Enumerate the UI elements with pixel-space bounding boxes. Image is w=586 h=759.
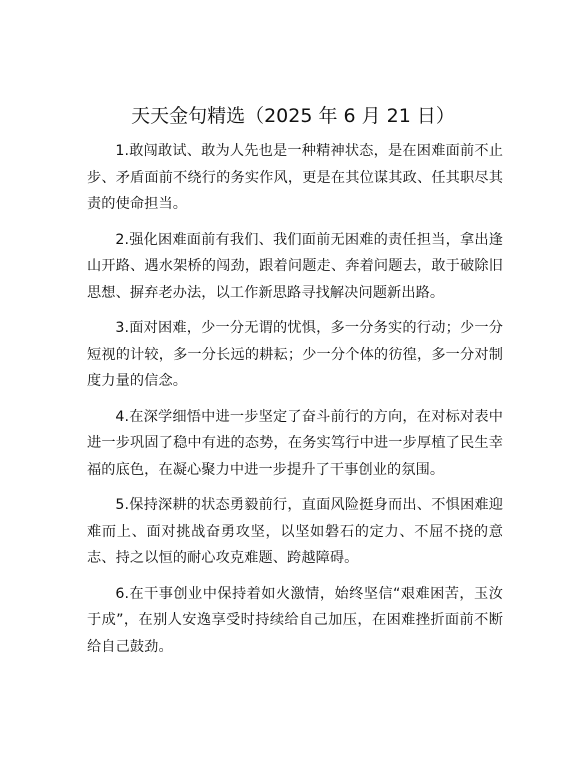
quote-list xyxy=(87,138,503,669)
quote-paragraph-4: 4.在深学细悟中进一步坚定了奋斗前行的方向，在对标对表中进一步巩固了稳中有进的态势，在务实笃行中进一步厚植了民生幸福的底色，在凝心聚力中进一步提升了干事创业的氛围。 xyxy=(87,408,503,478)
quote-paragraph-1: 1.敢闯敢试、敢为人先也是一种精神状态，是在困难面前不止步、矛盾面前不绕行的务实作风，更是在其位谋其政、任其职尽其责的使命担当。 xyxy=(87,143,503,212)
quote-paragraph-6: 6.在干事创业中保持着如火激情，始终坚信“艰难困苦，玉汝于成”，在别人安逸享受时持续给自己加压，在困难挫折面前不断给自己鼓劲。 xyxy=(87,585,503,655)
quote-paragraph-5: 5.保持深耕的状态勇毅前行，直面风险挺身而出、不惧困难迎难而上、面对挑战奋勇攻坚，以坚如磐石的定力、不屈不挠的意志、持之以恒的耐心攻克难题、跨越障碍。 xyxy=(87,497,503,566)
page-title: 天天金句精选（2025 年 6 月 21 日） xyxy=(131,105,455,127)
quote-paragraph-2: 2.强化困难面前有我们、我们面前无困难的责任担当，拿出逢山开路、遇水架桥的闯劲，跟着问题走、奔着问题去，敢于破除旧思想、摒弃老办法，以工作新思路寻找解决问题新出路。 xyxy=(87,231,503,301)
quote-paragraph-3: 3.面对困难，少一分无谓的忧惧，多一分务实的行动；少一分短视的计较，多一分长远的耕耘；少一分个体的彷徨，多一分对制度力量的信念。 xyxy=(87,320,503,389)
